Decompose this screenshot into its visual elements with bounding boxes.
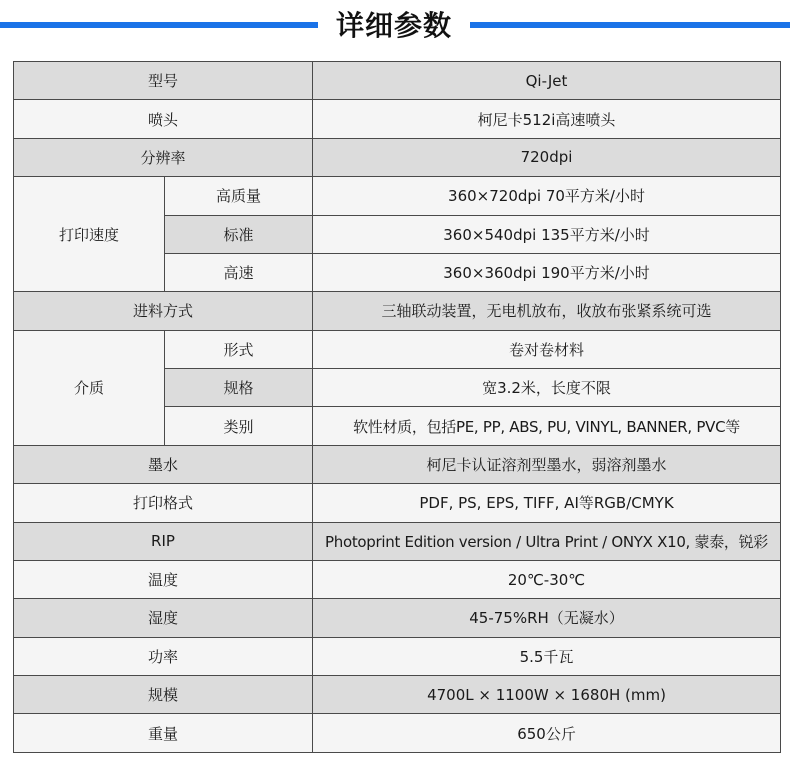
sublabel-high-speed: 高速 [165, 253, 313, 291]
value-spec: 宽3.2米，长度不限 [313, 369, 781, 407]
sublabel-standard: 标准 [165, 215, 313, 253]
label-rip: RIP [14, 522, 313, 560]
label-print-speed: 打印速度 [14, 177, 165, 292]
label-weight: 重量 [14, 714, 313, 753]
row-media-form [14, 330, 781, 368]
section-header [0, 0, 790, 50]
label-ink: 墨水 [14, 445, 313, 483]
value-category: 软性材质，包括PE, PP, ABS, PU, VINYL, BANNER, PVC等 [313, 407, 781, 445]
sublabel-category: 类别 [165, 407, 313, 445]
value-rip: Photoprint Edition version / Ultra Print / ONYX X10, 蒙泰，锐彩 [313, 522, 781, 560]
row-resolution [14, 138, 781, 176]
value-nozzle: 柯尼卡512i高速喷头 [313, 100, 781, 138]
row-temperature [14, 560, 781, 598]
label-temperature: 温度 [14, 560, 313, 598]
sublabel-form: 形式 [165, 330, 313, 368]
value-standard: 360×540dpi 135平方米/小时 [313, 215, 781, 253]
row-model [14, 62, 781, 100]
row-ink [14, 445, 781, 483]
label-resolution: 分辨率 [14, 138, 313, 176]
value-resolution: 720dpi [313, 138, 781, 176]
row-rip [14, 522, 781, 560]
value-humidity: 45-75%RH（无凝水） [313, 599, 781, 637]
row-nozzle [14, 100, 781, 138]
value-weight: 650公斤 [313, 714, 781, 753]
value-power: 5.5千瓦 [313, 637, 781, 675]
label-humidity: 湿度 [14, 599, 313, 637]
sublabel-spec: 规格 [165, 369, 313, 407]
label-media: 介质 [14, 330, 165, 445]
value-model: Qi-Jet [313, 62, 781, 100]
row-weight [14, 714, 781, 753]
header-right-bar [470, 22, 790, 28]
row-print-format [14, 484, 781, 522]
row-feeding [14, 292, 781, 330]
value-dimensions: 4700L × 1100W × 1680H (mm) [313, 676, 781, 714]
spec-table [13, 61, 781, 753]
row-power [14, 637, 781, 675]
label-power: 功率 [14, 637, 313, 675]
value-high-quality: 360×720dpi 70平方米/小时 [313, 177, 781, 215]
value-print-format: PDF, PS, EPS, TIFF, AI等RGB/CMYK [313, 484, 781, 522]
value-high-speed: 360×360dpi 190平方米/小时 [313, 253, 781, 291]
row-speed-high-quality [14, 177, 781, 215]
label-print-format: 打印格式 [14, 484, 313, 522]
value-feeding: 三轴联动装置，无电机放布，收放布张紧系统可选 [313, 292, 781, 330]
row-dimensions [14, 676, 781, 714]
label-nozzle: 喷头 [14, 100, 313, 138]
value-temperature: 20℃-30℃ [313, 560, 781, 598]
row-humidity [14, 599, 781, 637]
label-dimensions: 规模 [14, 676, 313, 714]
header-left-bar [0, 22, 318, 28]
label-feeding: 进料方式 [14, 292, 313, 330]
section-title: 详细参数 [335, 9, 452, 42]
value-ink: 柯尼卡认证溶剂型墨水，弱溶剂墨水 [313, 445, 781, 483]
value-form: 卷对卷材料 [313, 330, 781, 368]
sublabel-high-quality: 高质量 [165, 177, 313, 215]
label-model: 型号 [14, 62, 313, 100]
